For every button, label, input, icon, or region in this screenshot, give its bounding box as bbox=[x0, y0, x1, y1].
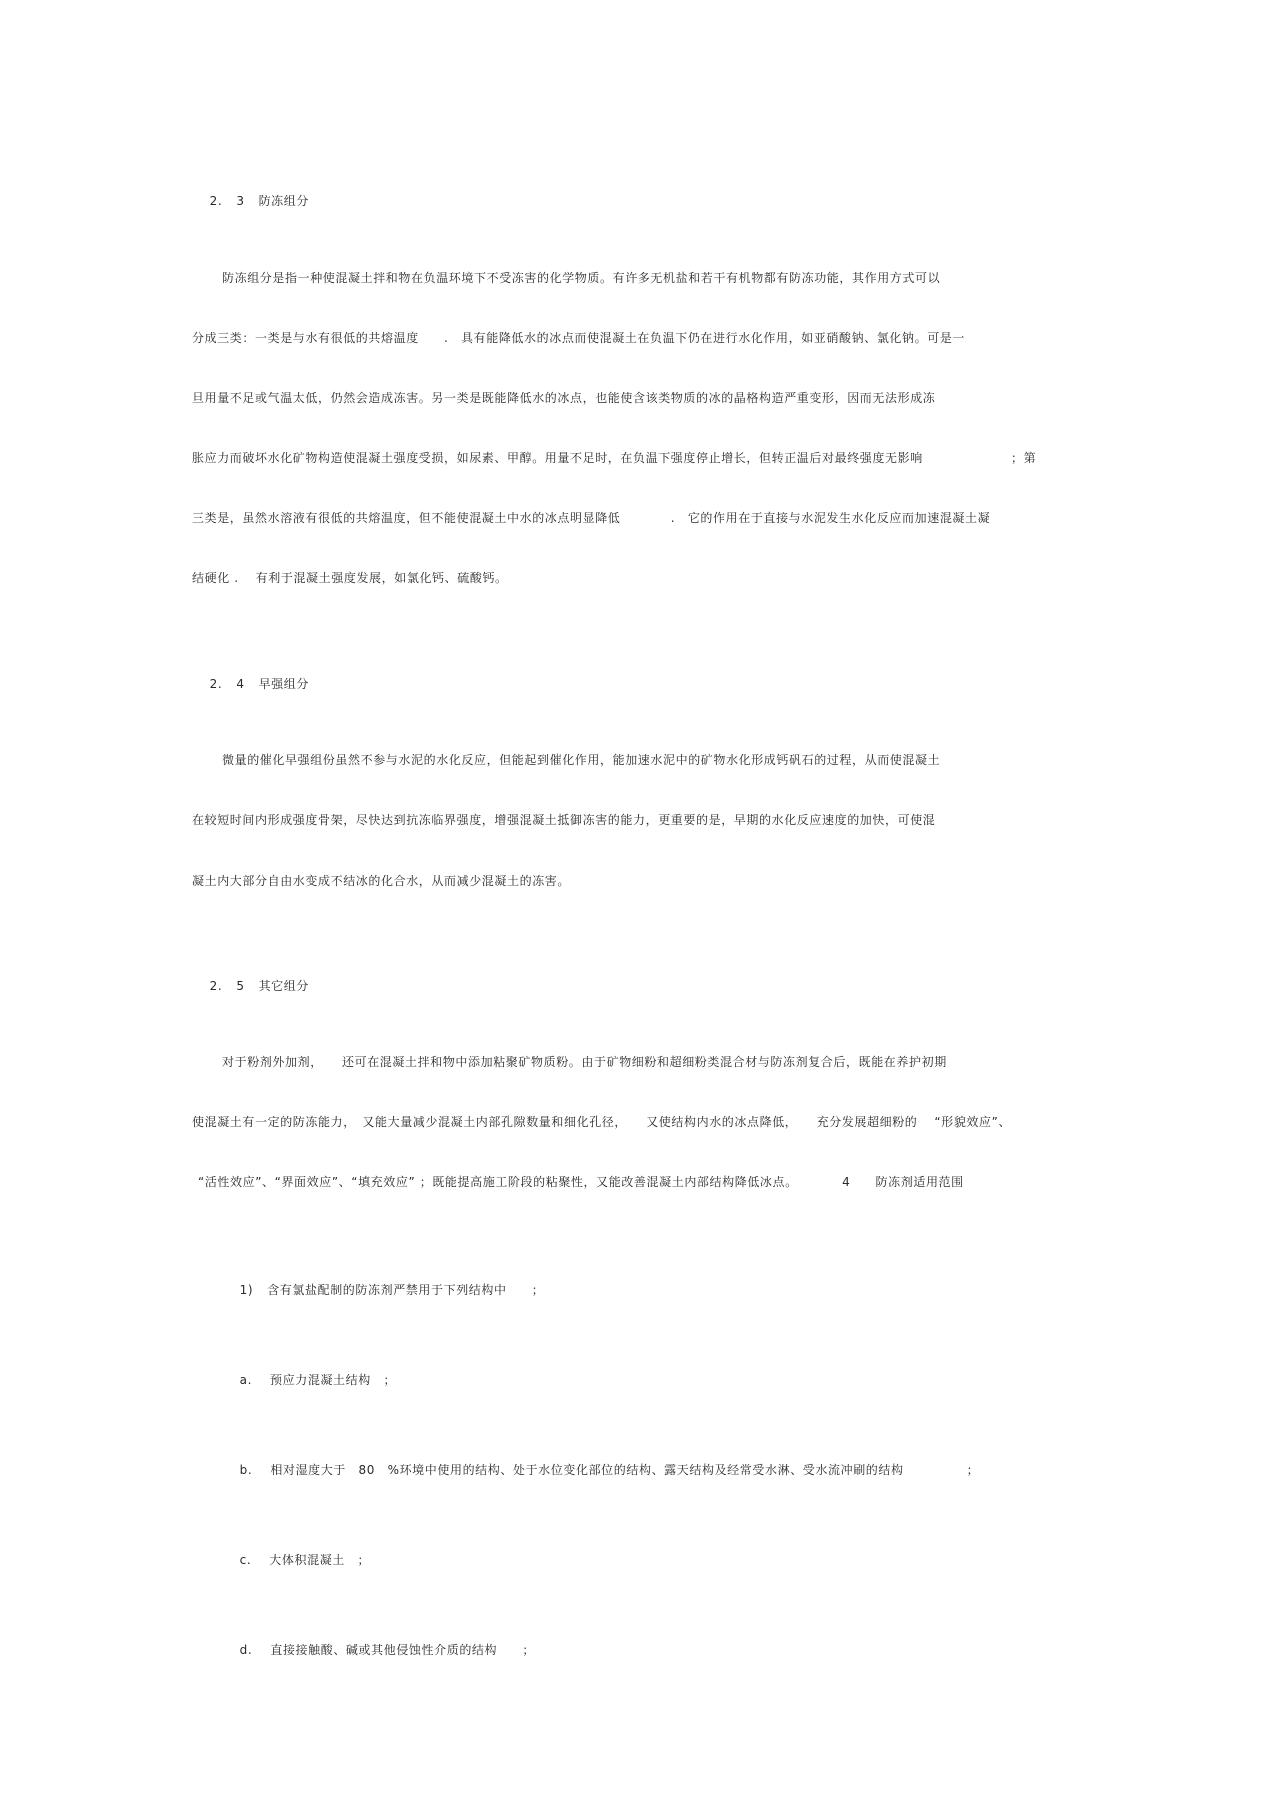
paragraph-line: 凝土内大部分自由水变成不结冰的化合水，从而减少混凝土的冻害。 bbox=[192, 874, 571, 888]
list-item-1 bbox=[222, 1266, 544, 1314]
paragraph-line: “活性效应”、“界面效应”、“填充效应” ；既能提高施工阶段的粘聚性，又能改善混凝土内部结构降低冰点。 4 防冻剂适用范围 bbox=[198, 1175, 964, 1189]
list-item-a bbox=[222, 1356, 396, 1404]
section-heading-2-3 bbox=[192, 177, 309, 225]
list-item-d bbox=[222, 1626, 535, 1674]
list-item-b bbox=[222, 1446, 979, 1494]
list-text: 直接接触酸、碱或其他侵蚀性介质的结构 ； bbox=[270, 1643, 535, 1657]
paragraph-line: 结硬化 . 有利于混凝土强度发展，如氯化钙、硫酸钙。 bbox=[192, 571, 508, 585]
list-item-c bbox=[222, 1536, 370, 1584]
list-marker: c. bbox=[239, 1553, 252, 1567]
section-title: 其它组分 bbox=[258, 979, 309, 993]
list-text: 预应力混凝土结构 ； bbox=[270, 1373, 397, 1387]
list-marker: a. bbox=[239, 1373, 253, 1387]
paragraph-line: 分成三类：一类是与水有很低的共熔温度 . 具有能降低水的冰点而使混凝土在负温下仍在进行水化作用，如亚硝酸钠、氯化钠。可是一 bbox=[192, 331, 966, 345]
paragraph-line: 防冻组分是指一种使混凝土拌和物在负温环境下不受冻害的化学物质。有许多无机盐和若干有机物都有防冻功能，其作用方式可以 bbox=[222, 271, 941, 285]
section-title: 防冻组分 bbox=[258, 194, 309, 208]
section-number-minor: 4 bbox=[236, 677, 245, 691]
paragraph-line: 胀应力而破坏水化矿物构造使混凝土强度受损，如尿素、甲醇。用量不足时，在负温下强度停止增长，但转正温后对最终强度无影响 ；第 bbox=[192, 451, 1037, 465]
list-marker: 1) bbox=[239, 1283, 254, 1297]
paragraph-line: 使混凝土有一定的防冻能力， 又能大量减少混凝土内部孔隙数量和细化孔径， 又使结构内水的冰点降低， 充分发展超细粉的 “形貌效应”、 bbox=[192, 1115, 1012, 1129]
section-number-major: 2. bbox=[209, 194, 223, 208]
section-number-minor: 5 bbox=[236, 979, 245, 993]
paragraph-line: 微量的催化早强组份虽然不参与水泥的水化反应，但能起到催化作用，能加速水泥中的矿物水化形成钙矾石的过程，从而使混凝土 bbox=[222, 753, 941, 767]
section-title: 早强组分 bbox=[258, 677, 309, 691]
list-marker: d. bbox=[239, 1643, 253, 1657]
section-number-major: 2. bbox=[209, 677, 223, 691]
paragraph-line: 对于粉剂外加剂， 还可在混凝土拌和物中添加粘聚矿物质粉。由于矿物细粉和超细粉类混合材与防冻剂复合后，既能在养护初期 bbox=[222, 1055, 947, 1069]
section-number-major: 2. bbox=[209, 979, 223, 993]
list-text: 相对湿度大于 80 %环境中使用的结构、处于水位变化部位的结构、露天结构及经常受水淋、受水流冲刷的结构 ； bbox=[270, 1463, 980, 1477]
section-heading-2-4 bbox=[192, 660, 309, 708]
list-marker: b. bbox=[239, 1463, 253, 1477]
list-text: 大体积混凝土 ； bbox=[269, 1553, 371, 1567]
section-number-minor: 3 bbox=[236, 194, 245, 208]
list-text: 含有氯盐配制的防冻剂严禁用于下列结构中 ； bbox=[267, 1283, 545, 1297]
section-heading-2-5 bbox=[192, 962, 309, 1010]
paragraph-line: 旦用量不足或气温太低，仍然会造成冻害。另一类是既能降低水的冰点，也能使含该类物质的冰的晶格构造严重变形，因而无法形成冻 bbox=[192, 391, 936, 405]
paragraph-line: 三类是，虽然水溶液有很低的共熔温度，但不能使混凝土中水的冰点明显降低 . 它的作用在于直接与水泥发生水化反应而加速混凝土凝 bbox=[192, 511, 991, 525]
paragraph-line: 在较短时间内形成强度骨架，尽快达到抗冻临界强度，增强混凝土抵御冻害的能力，更重要的是，早期的水化反应速度的加快，可使混 bbox=[192, 813, 936, 827]
